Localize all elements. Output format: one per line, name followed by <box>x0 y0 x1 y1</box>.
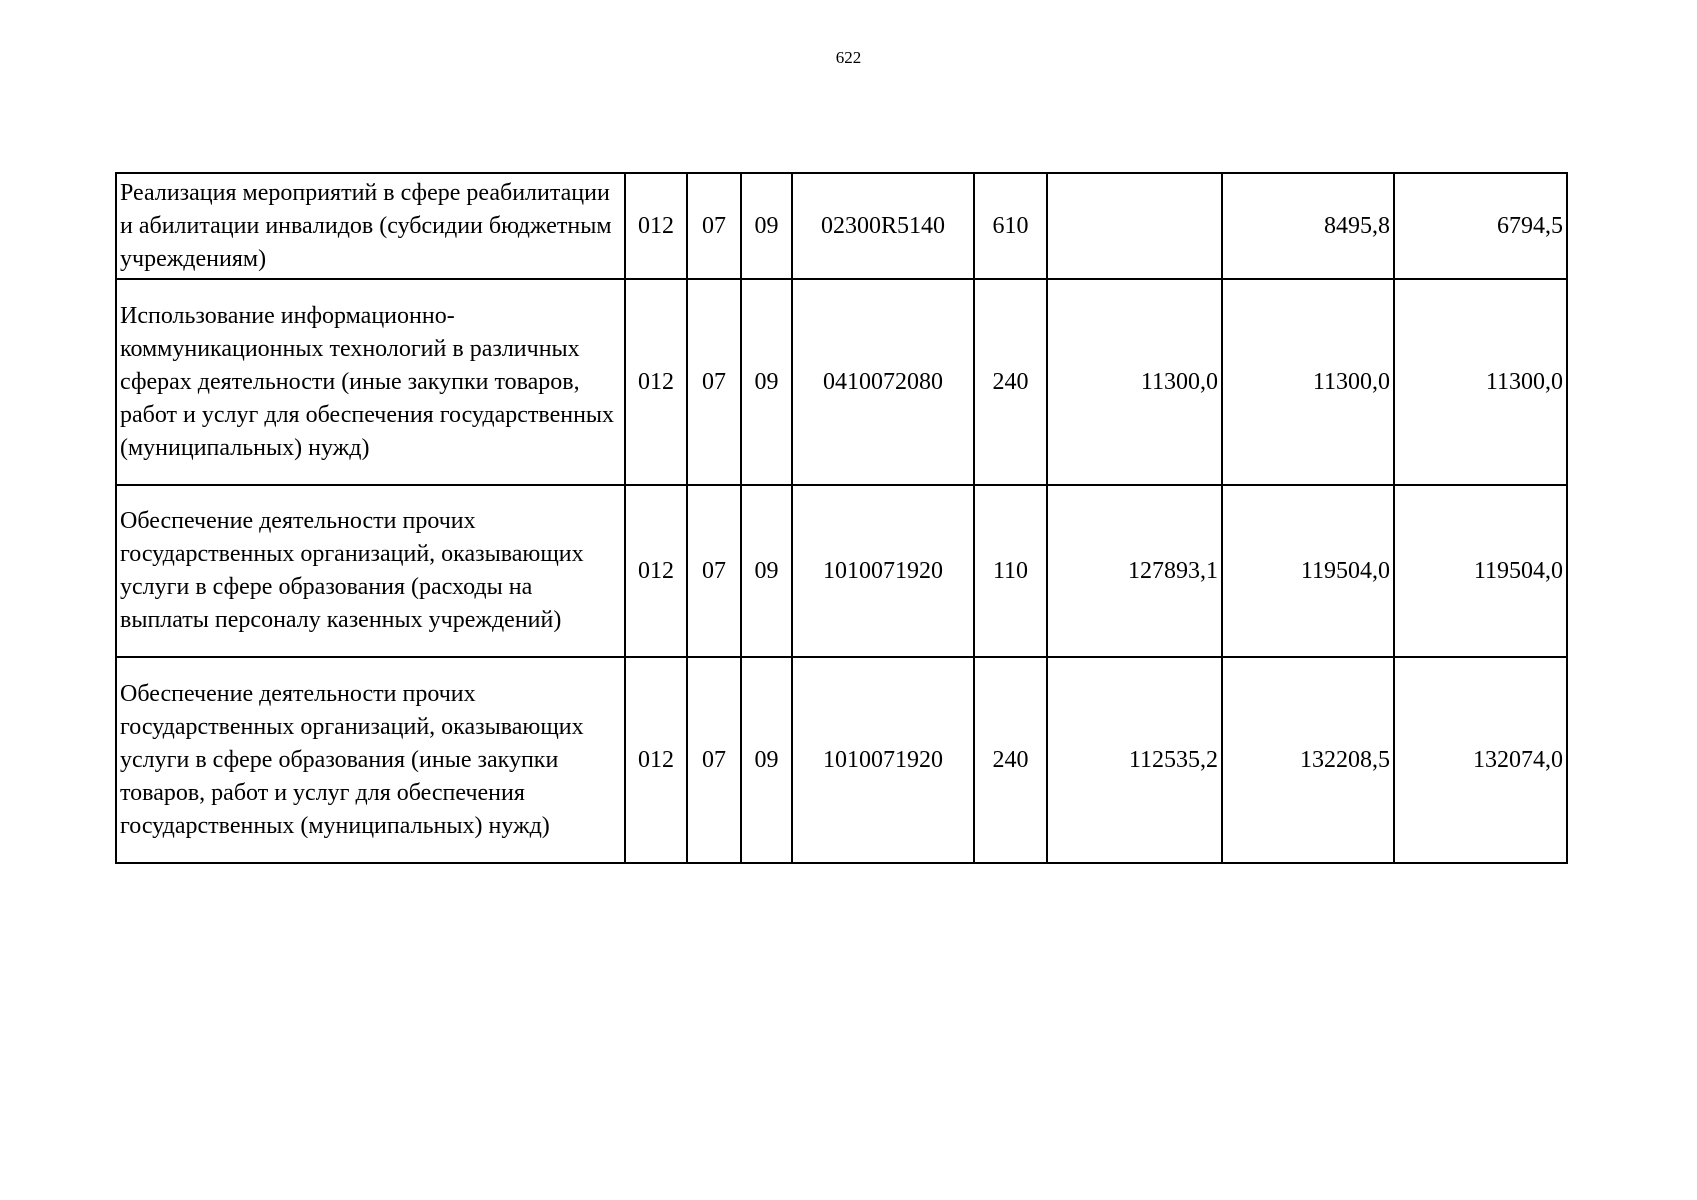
table-row <box>116 173 1567 279</box>
target-article-code: 0410072080 <box>792 279 974 485</box>
amount-3: 119504,0 <box>1394 485 1567 657</box>
row-description: Обеспечение деятельности прочих государственных организаций, оказывающих услуги в сфере образования (расходы на выплаты персоналу казенных учреждений) <box>116 485 625 657</box>
amount-1: 11300,0 <box>1047 279 1222 485</box>
target-article-code: 02300R5140 <box>792 173 974 279</box>
amount-1 <box>1047 173 1222 279</box>
budget-table <box>115 172 1568 864</box>
section-code: 07 <box>687 173 741 279</box>
ministry-code: 012 <box>625 485 687 657</box>
expense-type-code: 240 <box>974 279 1047 485</box>
target-article-code: 1010071920 <box>792 485 974 657</box>
subsection-code: 09 <box>741 657 792 863</box>
amount-2: 11300,0 <box>1222 279 1394 485</box>
section-code: 07 <box>687 485 741 657</box>
amount-2: 132208,5 <box>1222 657 1394 863</box>
amount-2: 8495,8 <box>1222 173 1394 279</box>
table-row <box>116 485 1567 657</box>
subsection-code: 09 <box>741 173 792 279</box>
row-description: Обеспечение деятельности прочих государственных организаций, оказывающих услуги в сфере образования (иные закупки товаров, работ и услуг для обеспечения государственных (муниципальных) нужд) <box>116 657 625 863</box>
ministry-code: 012 <box>625 279 687 485</box>
amount-1: 112535,2 <box>1047 657 1222 863</box>
page-number: 622 <box>835 48 862 67</box>
amount-3: 11300,0 <box>1394 279 1567 485</box>
ministry-code: 012 <box>625 173 687 279</box>
expense-type-code: 610 <box>974 173 1047 279</box>
amount-3: 6794,5 <box>1394 173 1567 279</box>
expense-type-code: 240 <box>974 657 1047 863</box>
amount-2: 119504,0 <box>1222 485 1394 657</box>
subsection-code: 09 <box>741 279 792 485</box>
section-code: 07 <box>687 279 741 485</box>
subsection-code: 09 <box>741 485 792 657</box>
amount-3: 132074,0 <box>1394 657 1567 863</box>
row-description: Использование информационно-коммуникационных технологий в различных сферах деятельности (иные закупки товаров, работ и услуг для обеспечения государственных (муниципальных) нужд) <box>116 279 625 485</box>
row-description: Реализация мероприятий в сфере реабилитации и абилитации инвалидов (субсидии бюджетным учреждениям) <box>116 173 625 279</box>
ministry-code: 012 <box>625 657 687 863</box>
amount-1: 127893,1 <box>1047 485 1222 657</box>
table-row <box>116 279 1567 485</box>
table-row <box>116 657 1567 863</box>
section-code: 07 <box>687 657 741 863</box>
expense-type-code: 110 <box>974 485 1047 657</box>
target-article-code: 1010071920 <box>792 657 974 863</box>
